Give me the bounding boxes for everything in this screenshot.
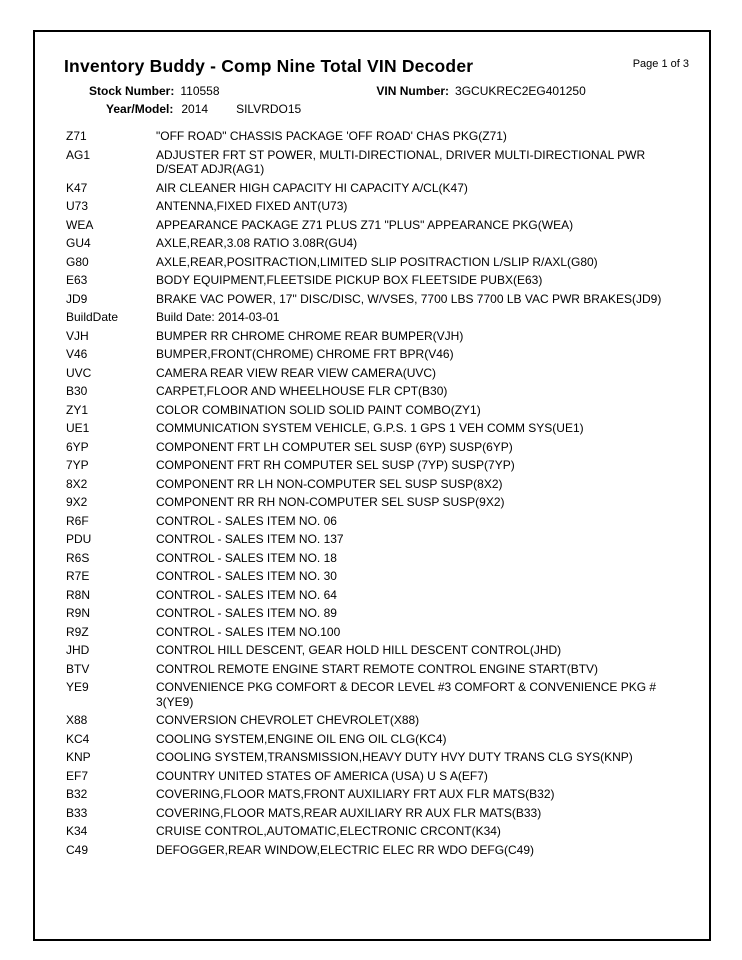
option-description: CONTROL - SALES ITEM NO.100 [156, 624, 341, 639]
option-row [66, 732, 679, 747]
option-code: E63 [66, 273, 88, 287]
option-code: C49 [66, 842, 89, 857]
option-code: V46 [66, 347, 88, 361]
option-description: CONTROL - SALES ITEM NO. 137 [156, 532, 344, 546]
option-row [66, 843, 679, 858]
option-row [66, 273, 679, 288]
header-line-year-model [35, 102, 709, 116]
option-description: CARPET,FLOOR AND WHEELHOUSE FLR CPT(B30) [156, 384, 448, 398]
option-code: 7YP [66, 458, 89, 472]
option-row [66, 129, 679, 144]
option-description: APPEARANCE PACKAGE Z71 PLUS Z71 "PLUS" APPEARANCE PKG(WEA) [156, 217, 574, 232]
option-code: YE9 [66, 680, 89, 694]
option-code: 6YP [66, 439, 89, 454]
option-description: BUMPER RR CHROME CHROME REAR BUMPER(VJH) [156, 328, 464, 343]
option-description: AXLE,REAR,3.08 RATIO 3.08R(GU4) [156, 236, 358, 250]
option-row [66, 255, 679, 270]
stock-number-label: Stock Number: [89, 84, 175, 98]
option-code: VJH [66, 328, 89, 343]
vin-number-value: 3GCUKREC2EG401250 [455, 84, 586, 98]
option-code: G80 [66, 254, 89, 269]
option-description: AIR CLEANER HIGH CAPACITY HI CAPACITY A/CL(K47) [156, 180, 468, 195]
option-row [66, 569, 679, 584]
option-code: B32 [66, 787, 88, 801]
header-line-stock-vin [35, 84, 709, 98]
option-code: BTV [66, 661, 90, 676]
option-description: COMPONENT FRT RH COMPUTER SEL SUSP (7YP) SUSP(7YP) [156, 458, 515, 472]
option-code: K47 [66, 180, 88, 195]
option-row [66, 551, 679, 566]
option-code: BuildDate [66, 310, 119, 324]
option-description: COMPONENT RR LH NON-COMPUTER SEL SUSP SUSP(8X2) [156, 476, 503, 491]
option-code: R6S [66, 550, 90, 565]
option-row [66, 588, 679, 603]
vin-number-label: VIN Number: [376, 84, 450, 98]
title-row [35, 32, 709, 77]
option-row [66, 680, 679, 709]
option-row [66, 199, 679, 214]
option-description: COMMUNICATION SYSTEM VEHICLE, G.P.S. 1 GPS 1 VEH COMM SYS(UE1) [156, 421, 584, 435]
option-row [66, 384, 679, 399]
option-row [66, 806, 679, 821]
page-indicator: Page 1 of 3 [632, 58, 689, 70]
option-description: BRAKE VAC POWER, 17" DISC/DISC, W/VSES, 7700 LBS 7700 LB VAC PWR BRAKES(JD9) [156, 291, 662, 306]
option-description: CONTROL - SALES ITEM NO. 64 [156, 587, 337, 602]
option-row [66, 662, 679, 677]
option-description: CONTROL - SALES ITEM NO. 06 [156, 513, 337, 528]
page-title: Inventory Buddy - Comp Nine Total VIN Decoder [64, 56, 474, 76]
option-code: Z71 [66, 129, 87, 143]
option-description: COUNTRY UNITED STATES OF AMERICA (USA) U S A(EF7) [156, 768, 488, 783]
model-value: SILVRDO15 [236, 102, 302, 116]
report-page [33, 30, 711, 941]
option-row [66, 477, 679, 492]
option-description: CONVENIENCE PKG COMFORT & DECOR LEVEL #3 COMFORT & CONVENIENCE PKG # 3(YE9) [156, 680, 657, 709]
option-row [66, 310, 679, 325]
option-code: JHD [66, 643, 90, 657]
option-description: CONVERSION CHEVROLET CHEVROLET(X88) [156, 713, 420, 727]
option-description: COMPONENT RR RH NON-COMPUTER SEL SUSP SUSP(9X2) [156, 495, 505, 509]
option-code: R6F [66, 513, 89, 528]
option-row [66, 218, 679, 233]
option-code: WEA [66, 217, 94, 232]
option-code: EF7 [66, 768, 89, 783]
stock-number-value: 110558 [180, 84, 220, 98]
option-row [66, 514, 679, 529]
option-row [66, 347, 679, 362]
option-code: R9Z [66, 624, 89, 639]
option-description: CRUISE CONTROL,AUTOMATIC,ELECTRONIC CRCONT(K34) [156, 824, 501, 838]
option-code: PDU [66, 532, 92, 546]
option-row [66, 421, 679, 436]
option-code: B33 [66, 805, 88, 820]
option-description: COMPONENT FRT LH COMPUTER SEL SUSP (6YP) SUSP(6YP) [156, 439, 513, 454]
option-code: JD9 [66, 291, 88, 306]
option-description: DEFOGGER,REAR WINDOW,ELECTRIC ELEC RR WDO DEFG(C49) [156, 842, 535, 857]
option-code: R9N [66, 606, 91, 620]
option-code: X88 [66, 713, 88, 727]
options-list [35, 129, 709, 857]
option-description: BUMPER,FRONT(CHROME) CHROME FRT BPR(V46) [156, 347, 454, 361]
option-code: R7E [66, 569, 90, 583]
option-description: ADJUSTER FRT ST POWER, MULTI-DIRECTIONAL, DRIVER MULTI-DIRECTIONAL PWR D/SEAT ADJR(AG1) [156, 147, 646, 176]
option-description: CONTROL - SALES ITEM NO. 89 [156, 606, 337, 620]
option-description: COOLING SYSTEM,TRANSMISSION,HEAVY DUTY HVY DUTY TRANS CLG SYS(KNP) [156, 750, 633, 764]
option-description: "OFF ROAD" CHASSIS PACKAGE 'OFF ROAD' CHAS PKG(Z71) [156, 129, 507, 143]
option-code: K34 [66, 824, 88, 838]
option-row [66, 750, 679, 765]
option-code: ZY1 [66, 402, 89, 417]
option-description: COVERING,FLOOR MATS,REAR AUXILIARY RR AUX FLR MATS(B33) [156, 805, 542, 820]
option-row [66, 532, 679, 547]
option-description: ANTENNA,FIXED FIXED ANT(U73) [156, 199, 348, 213]
option-row [66, 292, 679, 307]
option-description: COVERING,FLOOR MATS,FRONT AUXILIARY FRT AUX FLR MATS(B32) [156, 787, 555, 801]
option-description: CONTROL - SALES ITEM NO. 30 [156, 569, 337, 583]
option-row [66, 769, 679, 784]
option-code: 9X2 [66, 495, 88, 509]
option-row [66, 181, 679, 196]
option-row [66, 366, 679, 381]
option-row [66, 495, 679, 510]
option-row [66, 148, 679, 177]
option-description: CAMERA REAR VIEW REAR VIEW CAMERA(UVC) [156, 365, 437, 380]
option-code: B30 [66, 384, 88, 398]
option-code: KNP [66, 750, 91, 764]
option-row [66, 643, 679, 658]
option-row [66, 440, 679, 455]
option-row [66, 329, 679, 344]
option-code: UE1 [66, 421, 90, 435]
option-row [66, 625, 679, 640]
option-description: AXLE,REAR,POSITRACTION,LIMITED SLIP POSITRACTION L/SLIP R/AXL(G80) [156, 254, 598, 269]
option-description: CONTROL HILL DESCENT, GEAR HOLD HILL DESCENT CONTROL(JHD) [156, 643, 562, 657]
option-code: R8N [66, 587, 91, 602]
option-code: KC4 [66, 731, 90, 746]
option-row [66, 458, 679, 473]
option-description: COOLING SYSTEM,ENGINE OIL ENG OIL CLG(KC4) [156, 731, 447, 746]
option-row [66, 606, 679, 621]
option-row [66, 824, 679, 839]
option-description: Build Date: 2014-03-01 [156, 310, 280, 324]
option-description: CONTROL - SALES ITEM NO. 18 [156, 550, 337, 565]
option-description: CONTROL REMOTE ENGINE START REMOTE CONTROL ENGINE START(BTV) [156, 661, 599, 676]
option-row [66, 787, 679, 802]
option-description: BODY EQUIPMENT,FLEETSIDE PICKUP BOX FLEETSIDE PUBX(E63) [156, 273, 543, 287]
option-description: COLOR COMBINATION SOLID SOLID PAINT COMBO(ZY1) [156, 402, 481, 417]
vehicle-header [35, 84, 709, 116]
year-value: 2014 [181, 102, 209, 116]
option-code: U73 [66, 199, 89, 213]
option-row [66, 236, 679, 251]
year-model-label: Year/Model: [106, 102, 174, 116]
option-row [66, 713, 679, 728]
option-code: GU4 [66, 236, 91, 250]
option-code: UVC [66, 365, 92, 380]
option-code: 8X2 [66, 476, 88, 491]
option-code: AG1 [66, 147, 91, 162]
option-row [66, 403, 679, 418]
